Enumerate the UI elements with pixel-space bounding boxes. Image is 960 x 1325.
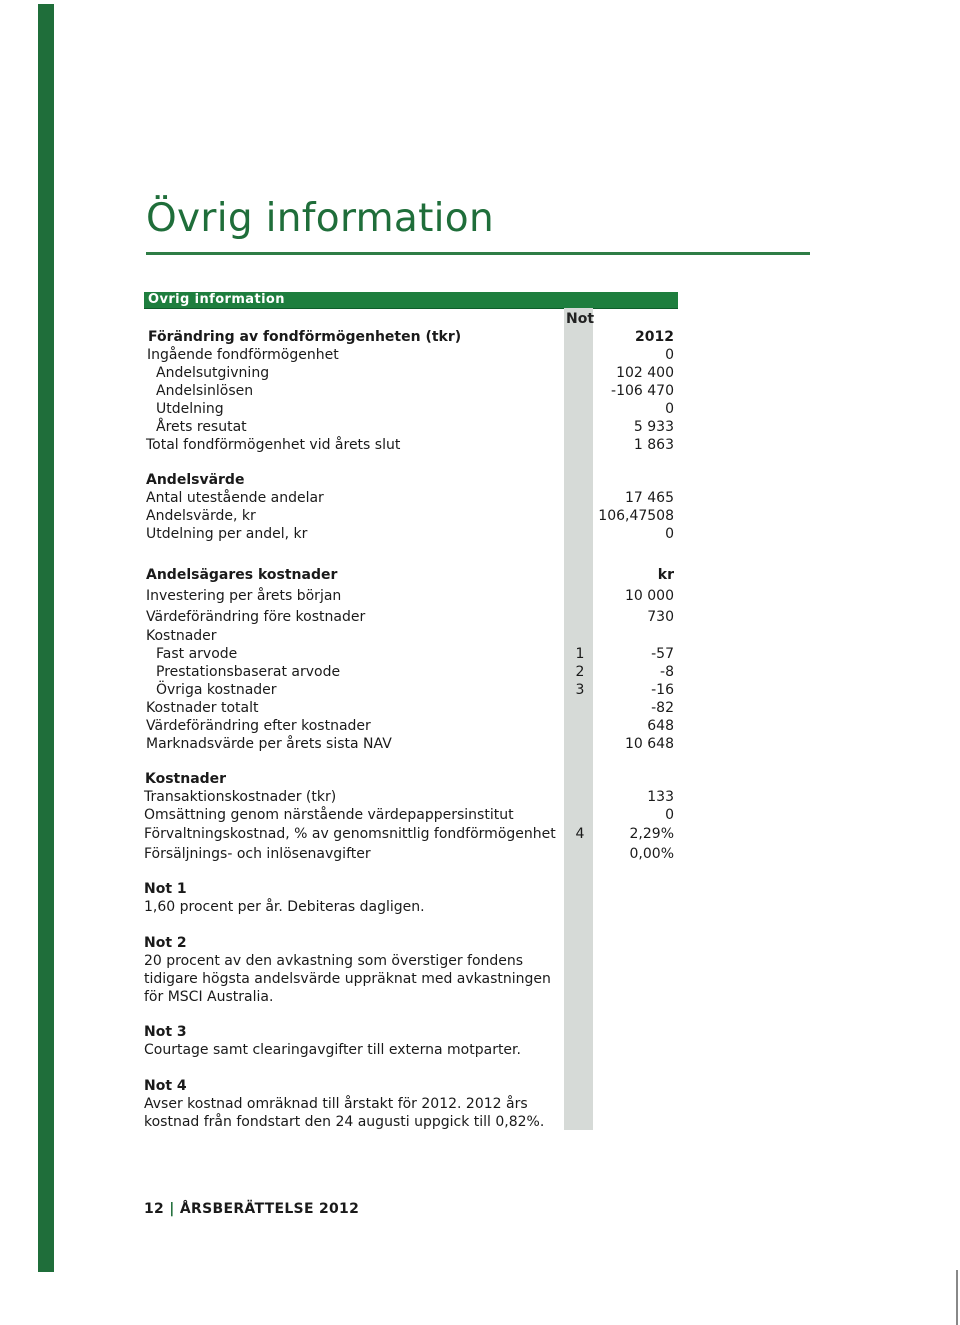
row-label: Transaktionskostnader (tkr) (144, 789, 337, 805)
table-row (144, 608, 674, 626)
row-label: Kostnader totalt (146, 700, 259, 716)
row-value: -106 470 (611, 383, 674, 399)
row-value: 648 (647, 718, 674, 734)
row-label: Utdelning (156, 401, 224, 417)
note-ref: 3 (575, 682, 585, 698)
row-label: Marknadsvärde per årets sista NAV (146, 736, 392, 752)
row-value: 0 (665, 807, 674, 823)
table-row (144, 436, 674, 454)
row-value: -82 (651, 700, 674, 716)
row-value: 17 465 (625, 490, 674, 506)
section-band-label: Övrig information (148, 292, 285, 307)
table-row (144, 845, 674, 863)
share-value-heading: Andelsvärde (146, 472, 245, 488)
row-label: Utdelning per andel, kr (146, 526, 308, 542)
row-value: 0 (665, 401, 674, 417)
note-ref: 2 (575, 664, 585, 680)
row-label: Förvaltningskostnad, % av genomsnittlig fondförmögenhet (144, 826, 556, 842)
table-row (144, 825, 674, 843)
note-1-title: Not 1 (144, 881, 187, 897)
note-1-text: 1,60 procent per år. Debiteras dagligen. (144, 899, 425, 915)
costs-heading: Kostnader (145, 771, 227, 787)
left-accent-bar (38, 4, 54, 1272)
holder-costs-heading: Andelsägares kostnader (146, 567, 338, 583)
table-row (144, 663, 674, 681)
row-label: Omsättning genom närstående värdepappersinstitut (144, 807, 514, 823)
note-4-text: Avser kostnad omräknad till årstakt för 2012. 2012 års kostnad från fondstart den 24 augusti uppgick till 0,82%. (144, 1096, 545, 1130)
fund-change-heading: Förändring av fondförmögenheten (tkr) (148, 329, 462, 345)
share-value-heading-row (144, 471, 674, 489)
table-row (144, 735, 674, 753)
table-row (144, 645, 674, 663)
row-value: 0 (665, 347, 674, 363)
holder-costs-heading-row (144, 566, 674, 584)
table-row (144, 525, 674, 543)
table-row (144, 681, 674, 699)
footer-separator: | (169, 1201, 175, 1217)
note-3-text: Courtage samt clearingavgifter till externa motparter. (144, 1042, 521, 1058)
table-row (144, 346, 674, 364)
note-ref: 4 (575, 826, 585, 842)
row-label: Andelsvärde, kr (146, 508, 256, 524)
note-ref: 1 (575, 646, 585, 662)
table-row (144, 627, 674, 645)
row-label: Prestationsbaserat arvode (156, 664, 341, 680)
row-label: Värdeförändring efter kostnader (146, 718, 371, 734)
row-label: Försäljnings- och inlösenavgifter (144, 846, 371, 862)
row-value: -16 (651, 682, 674, 698)
page-footer (144, 1201, 359, 1217)
row-value: 133 (647, 789, 674, 805)
note-3-title: Not 3 (144, 1024, 187, 1040)
table-row (144, 507, 674, 525)
row-label: Investering per årets början (146, 588, 342, 604)
row-label: Årets resutat (156, 419, 247, 435)
year-header: 2012 (635, 329, 674, 345)
page-title: Övrig information (146, 196, 494, 241)
row-label: Fast arvode (156, 646, 238, 662)
unit-header: kr (657, 567, 674, 583)
scan-edge-mark (956, 1270, 958, 1325)
table-row (144, 587, 674, 605)
table-row (144, 788, 674, 806)
table-row (144, 382, 674, 400)
row-label: Värdeförändring före kostnader (146, 609, 366, 625)
row-value: 0,00% (629, 846, 674, 862)
row-label: Ingående fondförmögenhet (147, 347, 339, 363)
table-row (144, 699, 674, 717)
row-value: 5 933 (633, 419, 674, 435)
row-value: -57 (651, 646, 674, 662)
row-value: 730 (647, 609, 674, 625)
row-value: 0 (665, 526, 674, 542)
not-column-header: Not (566, 311, 595, 327)
row-label: Andelsutgivning (156, 365, 270, 381)
table-row (144, 400, 674, 418)
table-row (144, 717, 674, 735)
page-number: 12 (144, 1201, 165, 1217)
row-label: Övriga kostnader (156, 682, 277, 698)
title-rule (146, 252, 810, 255)
costs-heading-row (144, 770, 674, 788)
table-row (144, 418, 674, 436)
row-label: Andelsinlösen (156, 383, 254, 399)
row-value: 10 648 (625, 736, 674, 752)
row-value: 106,47508 (598, 508, 674, 524)
table-row (144, 489, 674, 507)
footer-label: ÅRSBERÄTTELSE 2012 (179, 1201, 360, 1217)
row-value: -8 (660, 664, 674, 680)
note-2-title: Not 2 (144, 935, 187, 951)
table-row (144, 806, 674, 824)
note-2-text: 20 procent av den avkastning som överstiger fondens tidigare högsta andelsvärde uppräknat med avkastningen för MSCI Australia. (144, 953, 551, 1005)
section-band (144, 292, 678, 309)
note-4-title: Not 4 (144, 1078, 187, 1094)
fund-change-heading-row (144, 328, 674, 346)
row-value: 102 400 (616, 365, 674, 381)
row-value: 10 000 (625, 588, 674, 604)
row-label: Total fondförmögenhet vid årets slut (146, 437, 401, 453)
row-value: 1 863 (633, 437, 674, 453)
row-label: Antal utestående andelar (146, 490, 324, 506)
row-label: Kostnader (146, 628, 217, 644)
row-value: 2,29% (629, 826, 674, 842)
table-row (144, 364, 674, 382)
